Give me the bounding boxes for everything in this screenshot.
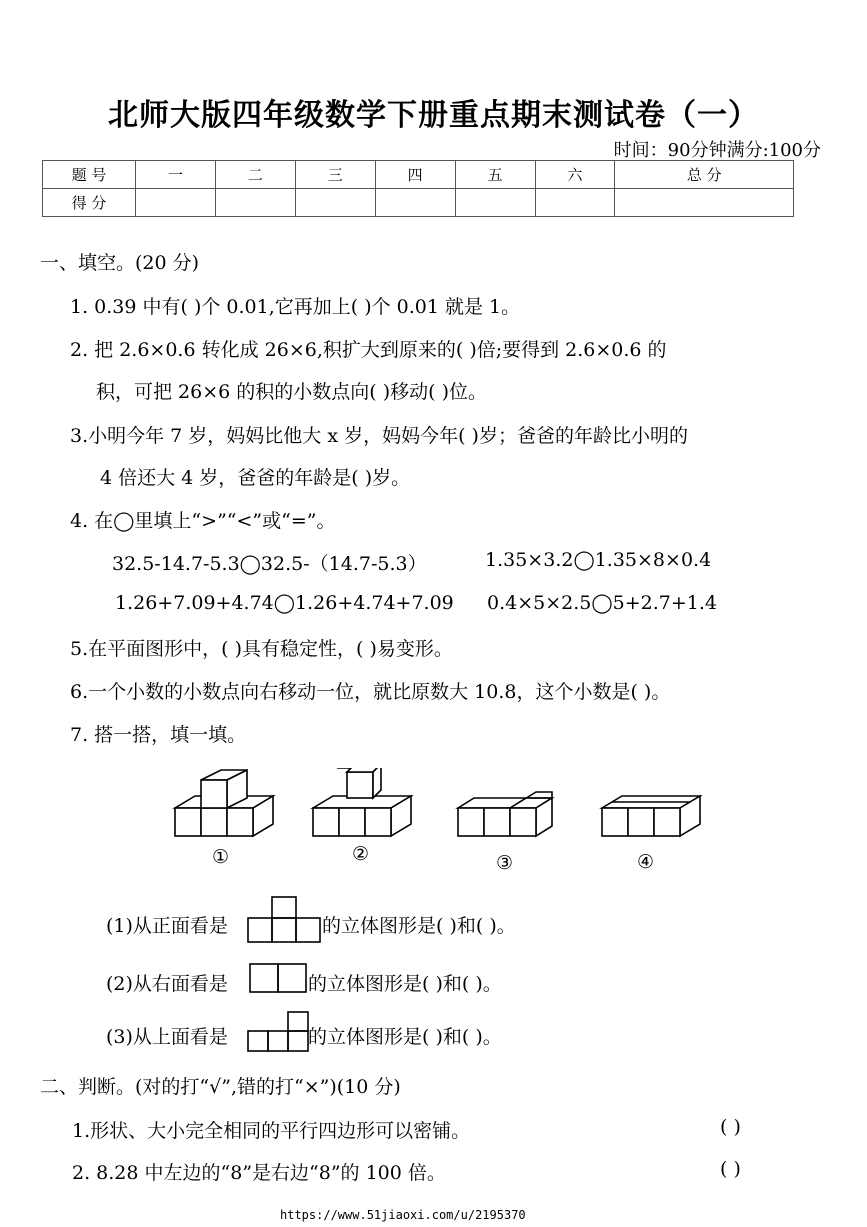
figure-label-1: ① (212, 846, 230, 868)
table-cell: 二 (215, 161, 295, 189)
table-cell: 六 (535, 161, 615, 189)
compare-item: 1.26+7.09+4.74◯1.26+4.74+7.09 (115, 592, 454, 614)
cube-figure-3 (458, 792, 552, 836)
score-input-cell[interactable] (375, 189, 455, 217)
score-table (42, 160, 794, 217)
question-7-2-suffix: 的立体图形是( )和( )。 (308, 973, 502, 995)
judge-item-2: 2. 8.28 中左边的“8”是右边“8”的 100 倍。 (72, 1162, 446, 1184)
question-7-2-prefix: (2)从右面看是 (106, 973, 228, 995)
time-info: 时间：90分钟满分:100分 (613, 140, 821, 161)
question-6: 6.一个小数的小数点向右移动一位，就比原数大 10.8，这个小数是( )。 (70, 681, 671, 703)
score-table-header-row (43, 161, 794, 189)
figure-label-3: ③ (496, 852, 514, 874)
score-input-cell[interactable] (215, 189, 295, 217)
score-input-cell[interactable] (615, 189, 794, 217)
table-cell: 总 分 (615, 161, 794, 189)
question-1: 1. 0.39 中有( )个 0.01,它再加上( )个 0.01 就是 1。 (70, 296, 521, 318)
section1-heading: 一、填空。(20 分) (40, 252, 200, 274)
question-5: 5.在平面图形中，( )具有稳定性，( )易变形。 (70, 638, 453, 660)
score-input-cell[interactable] (535, 189, 615, 217)
question-2-line1: 2. 把 2.6×0.6 转化成 26×6,积扩大到原来的( )倍;要得到 2.6×0.6 的 (70, 339, 667, 361)
question-7-1-suffix: 的立体图形是( )和( )。 (322, 915, 516, 937)
compare-item: 1.35×3.2◯1.35×8×0.4 (485, 549, 712, 571)
section2-heading: 二、判断。(对的打“√”,错的打“×”)(10 分) (40, 1076, 401, 1098)
question-3-line1: 3.小明今年 7 岁，妈妈比他大 x 岁，妈妈今年( )岁；爸爸的年龄比小明的 (70, 425, 688, 447)
score-input-cell[interactable] (136, 189, 216, 217)
question-2-line2: 积，可把 26×6 的积的小数点向( )移动( )位。 (96, 381, 487, 403)
front-view-diagram (247, 896, 323, 944)
cube-figure-1 (175, 770, 273, 836)
question-4: 4. 在◯里填上“>”“<”或“=”。 (70, 510, 336, 532)
judge-answer-2[interactable]: ( ) (720, 1158, 741, 1180)
cube-figure-4 (602, 796, 700, 836)
compare-item: 32.5-14.7-5.3◯32.5-（14.7-5.3） (112, 553, 427, 575)
compare-item: 0.4×5×2.5◯5+2.7+1.4 (487, 592, 717, 614)
page-title: 北师大版四年级数学下册重点期末测试卷（一） (108, 98, 759, 133)
score-input-cell[interactable] (295, 189, 375, 217)
table-cell: 三 (295, 161, 375, 189)
question-7-3-suffix: 的立体图形是( )和( )。 (308, 1026, 502, 1048)
question-7-1-prefix: (1)从正面看是 (106, 915, 228, 937)
top-view-diagram (247, 1011, 311, 1053)
cube-figures (165, 768, 705, 878)
footer-url[interactable]: https://www.51jiaoxi.com/u/2195370 (280, 1208, 526, 1222)
table-cell: 得 分 (43, 189, 136, 217)
table-cell: 五 (455, 161, 535, 189)
cube-figure-2 (313, 768, 411, 836)
judge-answer-1[interactable]: ( ) (720, 1116, 741, 1138)
table-cell: 题 号 (43, 161, 136, 189)
judge-item-1: 1.形状、大小完全相同的平行四边形可以密铺。 (72, 1120, 471, 1142)
question-7: 7. 搭一搭，填一填。 (70, 724, 247, 746)
question-3-line2: 4 倍还大 4 岁，爸爸的年龄是( )岁。 (100, 467, 411, 489)
right-view-diagram (249, 963, 309, 995)
question-7-3-prefix: (3)从上面看是 (106, 1026, 228, 1048)
table-cell: 四 (375, 161, 455, 189)
figure-label-4: ④ (637, 851, 655, 873)
table-cell: 一 (136, 161, 216, 189)
score-table-score-row (43, 189, 794, 217)
score-input-cell[interactable] (455, 189, 535, 217)
figure-label-2: ② (352, 843, 370, 865)
